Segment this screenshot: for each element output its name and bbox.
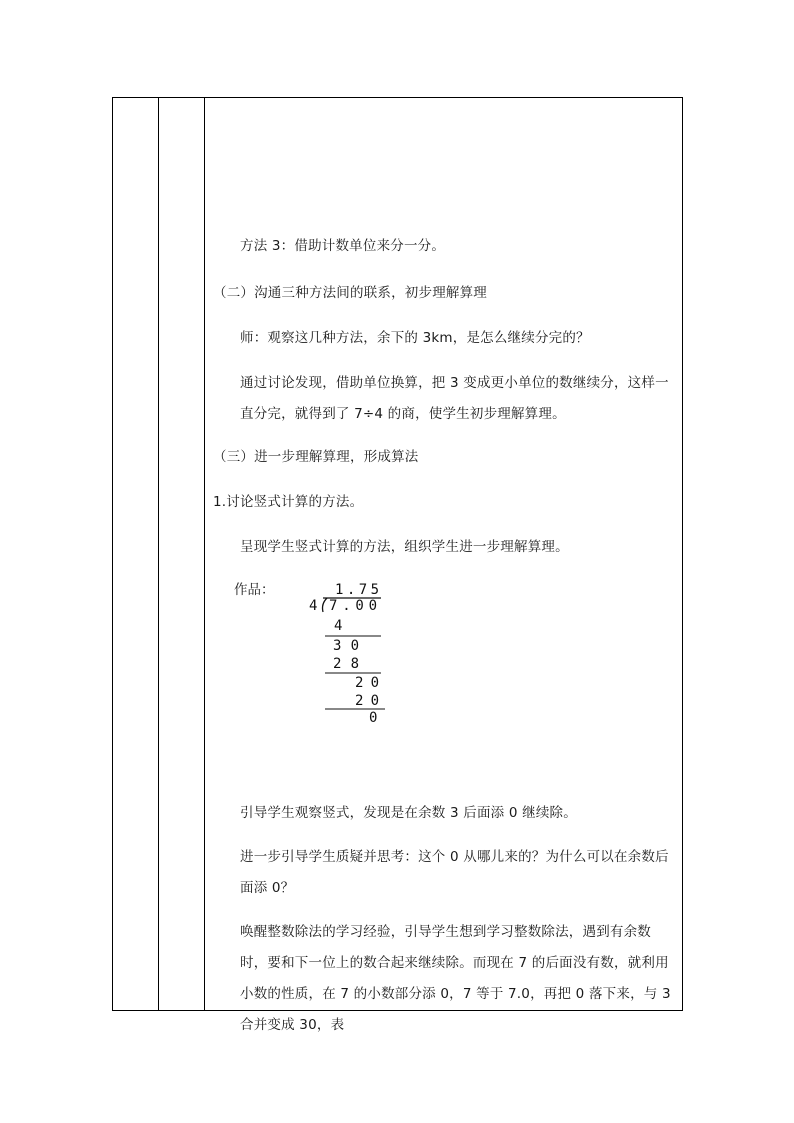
recall-paragraph: 唤醒整数除法的学习经验，引导学生想到学习整数除法，遇到有余数时，要和下一位上的数合起来继续除。而现在 7 的后面没有数，就利用小数的性质，在 7 的小数部分添 0，7 等于 7.0，再把 0 落下来，与 3 合并变成 30，表: [240, 924, 671, 1033]
division-bracket-curve: [323, 598, 328, 612]
discussion-paragraph: 通过讨论发现，借助单位换算，把 3 变成更小单位的数继续分，这样一直分完，就得到了 7÷4 的商，使学生初步理解算理。: [240, 375, 669, 422]
method-3-line: 方法 3：借助计数单位来分一分。: [240, 238, 446, 254]
section-3-heading: （三）进一步理解算理，形成算法: [213, 449, 419, 465]
section-2-heading: （二）沟通三种方法间的联系，初步理解算理: [213, 285, 487, 301]
present-line: 呈现学生竖式计算的方法，组织学生进一步理解算理。: [240, 539, 569, 555]
long-division-work: [305, 582, 405, 722]
division-quotient: 1.75: [335, 582, 379, 598]
division-step-1: 4: [334, 618, 343, 634]
teacher-question: 师：观察这几种方法，余下的 3km，是怎么继续分完的？: [240, 330, 590, 346]
division-step-2: 30: [333, 638, 359, 654]
question-paragraph: 进一步引导学生质疑并思考：这个 0 从哪儿来的？为什么可以在余数后面添 0？: [240, 849, 669, 896]
division-step-5: 20: [355, 693, 379, 709]
item-1-heading: 1.讨论竖式计算的方法。: [213, 494, 364, 510]
division-dividend: 7.00: [329, 598, 377, 614]
column-divider-1: [158, 98, 159, 1010]
observe-line: 引导学生观察竖式，发现是在余数 3 后面添 0 继续除。: [240, 805, 577, 821]
lesson-table: [112, 97, 683, 1033]
division-remainder: 0: [369, 710, 378, 722]
content-cell: [205, 98, 682, 1033]
division-step-4: 20: [355, 675, 379, 691]
division-divisor: 4: [309, 598, 318, 614]
division-step-3: 28: [333, 656, 359, 672]
work-label: 作品：: [234, 582, 275, 598]
